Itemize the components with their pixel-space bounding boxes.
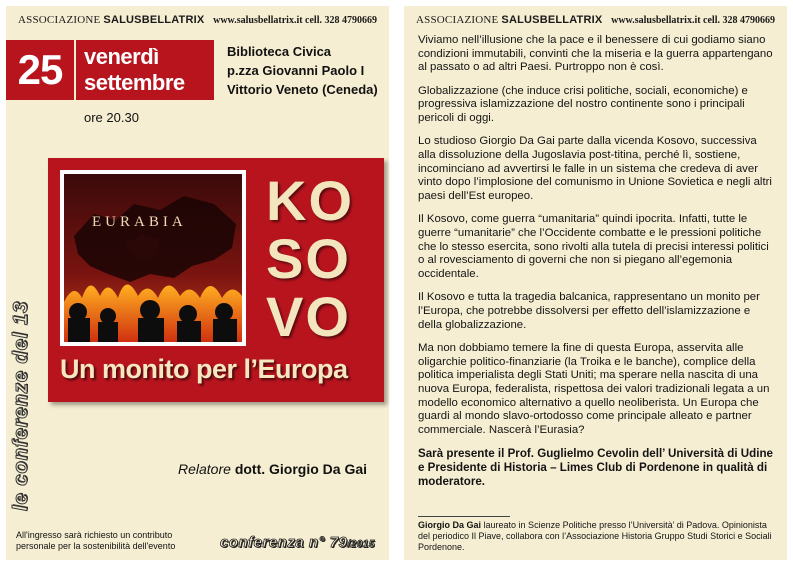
association-label — [18, 14, 204, 26]
month: settembre — [84, 70, 185, 95]
venue-line-2: p.zza Giovanni Paolo I — [227, 63, 365, 78]
venue-line-1: Biblioteca Civica — [227, 44, 332, 59]
flyer-front-panel — [6, 6, 389, 560]
date-day-number: 25 — [6, 40, 74, 100]
association-prefix-back: ASSOCIAZIONE — [416, 14, 499, 26]
speaker-name: dott. Giorgio Da Gai — [234, 461, 368, 477]
article-paragraph: Lo studioso Giorgio Da Gai parte dalla vicenda Kosovo, successiva alla dissoluzione della Jugoslavia post-titina, perché lì, sostiene, incominciano ad avvertirsi le falle in un sistema che credeva di aver vinto dopo l’implosione del comunismo in Unione Sovietica e negli altri paesi dell’Est europeo. — [418, 135, 772, 203]
flyer-back-panel — [404, 6, 787, 560]
map-label: EURABIA — [92, 214, 187, 230]
moderator-note: Sarà presente il Prof. Guglielmo Cevolin dell’ Università di Udine e Presidente di Historia – Limes Club di Pordenone in qualità di moderatore. — [418, 447, 773, 488]
venue-line-3: Vittorio Veneto (Ceneda) — [227, 82, 378, 97]
poster-title-line-3: VO — [266, 285, 351, 348]
bio-name: Giorgio Da Gai — [418, 520, 482, 530]
association-name: SALUSBELLATRIX — [103, 14, 205, 26]
association-prefix: ASSOCIAZIONE — [18, 14, 101, 26]
website-phone-back: www.salusbellatrix.it cell. 328 4790669 — [611, 15, 775, 26]
eurabia-map-photo — [60, 170, 246, 346]
entry-disclaimer: All'ingresso sarà richiesto un contributo personale per la sostenibilità dell'evento — [16, 530, 176, 551]
speaker-line — [178, 461, 367, 477]
eurabia-map-illustration — [64, 174, 242, 342]
header-line-back — [416, 14, 775, 26]
speaker-prefix: Relatore — [178, 461, 231, 477]
article-paragraph: Ma non dobbiamo temere la fine di questa Europa, asservita alle oligarchie politico-finanziarie (la Troika e le banche), complice della politica imperialista degli Stati Uniti; ma sperare nella nascita di una nuova Europa, federalista, rispettosa dei valori tradizionali legata a un modello economico alternativo a quello neoliberista. Un Europa che guardi al mondo slavo-ortodosso come principale alleato e partner commerciale. Nascerà l’Eurasia? — [418, 341, 770, 437]
article-paragraph: Viviamo nell’illusione che la pace e il benessere di cui godiamo siano condizioni immutabili, convinti che la miseria e la guerra appartengano al passato o ad altri Paesi. Purtroppo non è così. — [418, 34, 773, 74]
poster-title-line-2: SO — [266, 227, 351, 290]
date-words — [76, 40, 214, 100]
poster-title — [266, 169, 374, 348]
article-paragraph: Globalizzazione (che induce crisi politiche, sociali, economiche) e progressiva islamizzazione del nostro continente sono i principali pericoli di oggi. — [418, 84, 748, 125]
conference-number — [220, 534, 375, 551]
website-phone: www.salusbellatrix.it cell. 328 4790669 — [213, 15, 377, 26]
conference-year: /2015 — [347, 539, 375, 550]
speaker-bio — [418, 520, 776, 553]
association-name-back: SALUSBELLATRIX — [501, 14, 603, 26]
article-paragraph: Il Kosovo, come guerra “umanitaria” quindi ipocrita. Infatti, tutte le guerre “umanitarie” che l’Occidente combatte e le pressioni politiche che lo stesso esercita, sono rivolti alla tutela di precisi interessi politici o al rovesciamento di governi che non si piegano all’egemonia occidentale. — [418, 213, 769, 281]
venue-address — [227, 42, 378, 99]
header-line — [18, 14, 377, 26]
event-time: ore 20.30 — [84, 110, 139, 125]
bio-divider — [418, 516, 510, 517]
article-body — [418, 34, 776, 498]
bio-text: laureato in Scienze Politiche presso l’Università’ di Padova. Opinionista del periodico Il Piave, collabora con l’Associazione Historia Gruppo Studi Storici e Sociali Pordenone. — [418, 520, 772, 552]
poster-title-line-1: KO — [266, 169, 354, 232]
conference-label: conferenza n° 79 — [220, 534, 348, 551]
weekday: venerdì — [84, 44, 159, 69]
poster-subtitle: Un monito per l’Europa — [60, 354, 348, 384]
poster-image — [48, 158, 384, 402]
series-label: le conferenze del 13 — [10, 300, 32, 511]
article-paragraph: Il Kosovo e tutta la tragedia balcanica, rappresentano un monito per l’Europa, che potrebbe dissolversi per effetto dell’islamizzazione e della globalizzazione. — [418, 291, 760, 331]
association-label-back — [416, 14, 602, 26]
